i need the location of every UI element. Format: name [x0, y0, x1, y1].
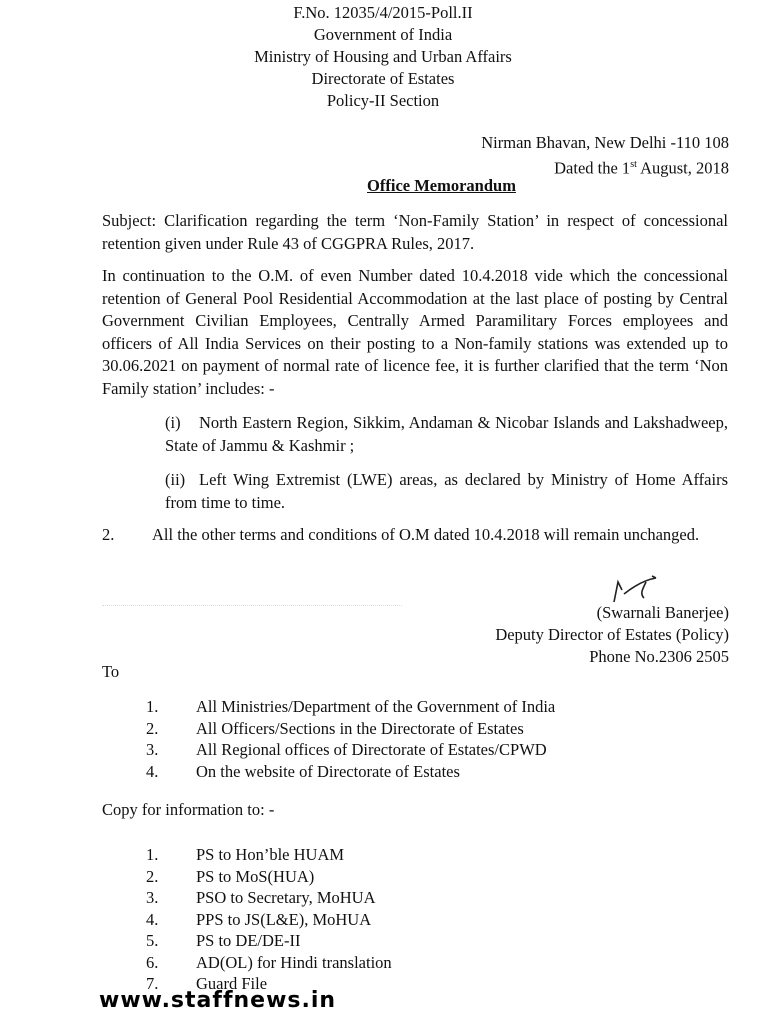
- signature-block: [495, 602, 729, 668]
- copy-label: Copy for information to: -: [102, 800, 275, 819]
- signatory-phone: Phone No.2306 2505: [589, 647, 729, 666]
- to-label: To: [102, 662, 120, 681]
- directorate-name: Directorate of Estates: [311, 69, 455, 88]
- to-list: [146, 696, 555, 782]
- signatory-name: (Swarnali Banerjee): [596, 603, 729, 622]
- section-name: Policy-II Section: [326, 91, 440, 110]
- date: Dated the 1st August, 2018: [554, 158, 729, 178]
- memo-title: Office Memorandum: [367, 176, 516, 195]
- list-item: 2. All Officers/Sections in the Directorate of Estates: [146, 718, 524, 738]
- place: Nirman Bhavan, New Delhi -110 108: [481, 133, 729, 152]
- watermark-url[interactable]: www.staffnews.in: [99, 988, 337, 1013]
- signatory-designation: Deputy Director of Estates (Policy): [495, 625, 729, 644]
- copy-list: [146, 844, 392, 995]
- list-item: (ii) Left Wing Extremist (LWE) areas, as declared by Ministry of Home Affairs from time to time.: [165, 470, 728, 512]
- list-item: 5. PS to DE/DE-II: [146, 931, 301, 950]
- list-item: (i) North Eastern Region, Sikkim, Andaman & Nicobar Islands and Lakshadweep, State of Jammu & Kashmir ;: [165, 413, 728, 455]
- list-item: 4. PPS to JS(L&E), MoHUA: [146, 909, 372, 929]
- place-date-block: [481, 132, 729, 180]
- paragraph-2: 2. All the other terms and conditions of O.M dated 10.4.2018 will remain unchanged.: [102, 525, 700, 544]
- letterhead: [0, 2, 765, 112]
- government-name: Government of India: [313, 25, 453, 44]
- subject-paragraph: Subject: Clarification regarding the term ‘Non-Family Station’ in respect of concessional retention given under Rule 43 of CGGPRA Rules, 2017.: [102, 211, 728, 253]
- list-item: 2. PS to MoS(HUA): [146, 866, 315, 886]
- list-item: 6. AD(OL) for Hindi translation: [146, 952, 392, 972]
- ministry-name: Ministry of Housing and Urban Affairs: [254, 47, 512, 66]
- signature-scribble: [600, 572, 670, 606]
- list-item: 4. On the website of Directorate of Estates: [146, 761, 460, 781]
- main-paragraph: In continuation to the O.M. of even Number dated 10.4.2018 vide which the concessional retention of General Pool Residential Accommodation at the last place of posting by Central Government Civilian Employees, Centrally Armed Paramilitary Forces employees and officers of All India Services on their posting to a Non-family stations was extended up to 30.06.2021 on payment of normal rate of licence fee, it is further clarified that the term ‘Non Family station’ includes: -: [102, 266, 728, 398]
- list-item: 7. Guard File: [146, 974, 268, 993]
- file-number: F.No. 12035/4/2015-Poll.II: [293, 3, 473, 22]
- list-item: 1. All Ministries/Department of the Government of India: [146, 697, 556, 716]
- list-item: 3. All Regional offices of Directorate of Estates/CPWD: [146, 740, 547, 759]
- divider: [102, 605, 402, 606]
- list-item: 3. PSO to Secretary, MoHUA: [146, 888, 376, 907]
- list-item: 1. PS to Hon’ble HUAM: [146, 845, 345, 864]
